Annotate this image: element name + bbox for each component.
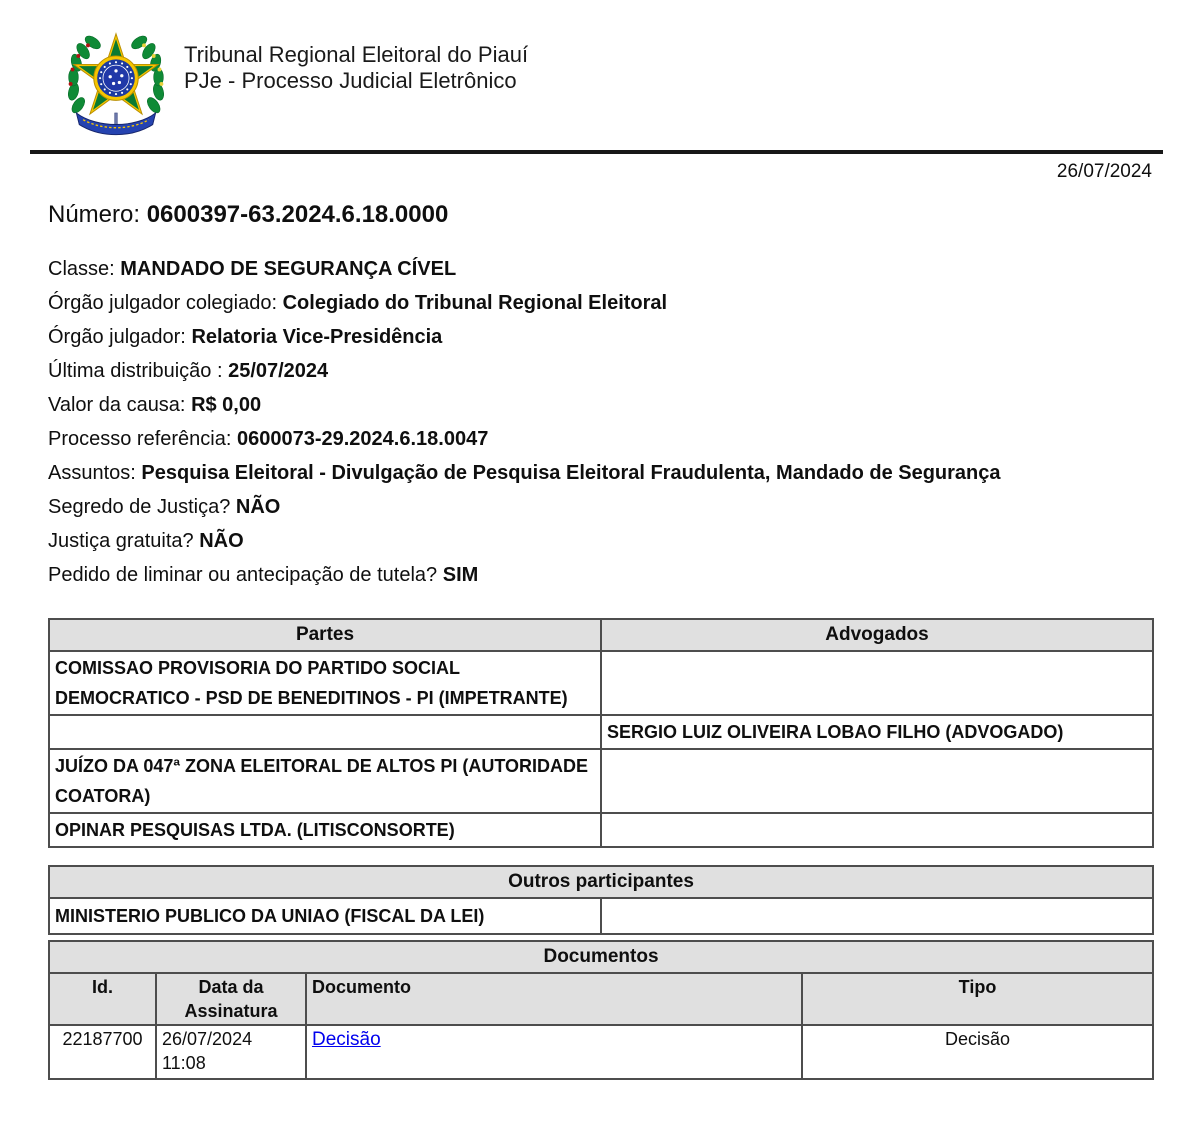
field-justica-gratuita: Justiça gratuita? NÃO <box>48 530 244 552</box>
system-title: PJe - Processo Judicial Eletrônico <box>184 68 517 93</box>
field-orgao-colegiado: Órgão julgador colegiado: Colegiado do Tribunal Regional Eleitoral <box>48 292 668 314</box>
documentos-table <box>48 940 1154 1080</box>
partes-column-header: Partes <box>49 619 601 651</box>
documento-row <box>49 1025 1153 1079</box>
header-divider <box>30 150 1163 154</box>
empty-cell <box>601 898 1153 934</box>
documento-link-cell <box>306 1025 802 1079</box>
coat-of-arms-logo <box>58 26 174 140</box>
documento-column-header: Documento <box>306 973 802 1025</box>
partes-table <box>48 618 1154 848</box>
documentos-title: Documentos <box>49 941 1153 973</box>
field-assuntos: Assuntos: Pesquisa Eleitoral - Divulgação de Pesquisa Eleitoral Fraudulenta, Mandado de Segurança <box>48 462 1001 484</box>
table-row <box>49 813 1153 847</box>
advogado-cell: SERGIO LUIZ OLIVEIRA LOBAO FILHO (ADVOGADO) <box>601 715 1153 749</box>
table-row <box>49 651 1153 715</box>
field-processo-referencia: Processo referência: 0600073-29.2024.6.18.0047 <box>48 428 489 450</box>
field-valor-causa: Valor da causa: R$ 0,00 <box>48 394 262 416</box>
table-row <box>49 715 1153 749</box>
participante-cell: MINISTERIO PUBLICO DA UNIAO (FISCAL DA LEI) <box>49 898 601 934</box>
field-classe: Classe: MANDADO DE SEGURANÇA CÍVEL <box>48 258 457 280</box>
outros-participantes-title: Outros participantes <box>49 866 1153 898</box>
process-fields <box>0 252 1200 592</box>
parte-cell: OPINAR PESQUISAS LTDA. (LITISCONSORTE) <box>49 813 601 847</box>
partes-header-row <box>49 619 1153 651</box>
documento-link[interactable]: Decisão <box>312 1029 381 1050</box>
field-ultima-distribuicao: Última distribuição : 25/07/2024 <box>48 360 329 382</box>
documento-data-cell: 26/07/2024 11:08 <box>156 1025 306 1079</box>
outros-header-row <box>49 866 1153 898</box>
data-assinatura-column-header: Data da Assinatura <box>156 973 306 1025</box>
page-header <box>0 0 1200 140</box>
documento-id-cell: 22187700 <box>49 1025 156 1079</box>
documentos-title-row <box>49 941 1153 973</box>
empty-cell <box>601 813 1153 847</box>
parte-cell: COMISSAO PROVISORIA DO PARTIDO SOCIAL DEMOCRATICO - PSD DE BENEDITINOS - PI (IMPETRANTE) <box>49 651 601 715</box>
outros-participantes-table <box>48 865 1154 935</box>
field-orgao-julgador: Órgão julgador: Relatoria Vice-Presidência <box>48 326 443 348</box>
advogados-column-header: Advogados <box>601 619 1153 651</box>
org-title: Tribunal Regional Eleitoral do Piauí <box>184 42 529 67</box>
documento-tipo-cell: Decisão <box>802 1025 1153 1079</box>
empty-cell <box>601 749 1153 813</box>
empty-cell <box>49 715 601 749</box>
documentos-header-row <box>49 973 1153 1025</box>
document-date: 26/07/2024 <box>1056 161 1152 182</box>
id-column-header: Id. <box>49 973 156 1025</box>
process-number-line <box>0 200 1200 230</box>
tipo-column-header: Tipo <box>802 973 1153 1025</box>
process-number-value: 0600397-63.2024.6.18.0000 <box>146 201 449 228</box>
field-pedido-liminar: Pedido de liminar ou antecipação de tutela? SIM <box>48 564 479 586</box>
table-row <box>49 749 1153 813</box>
table-row <box>49 898 1153 934</box>
parte-cell: JUÍZO DA 047ª ZONA ELEITORAL DE ALTOS PI (AUTORIDADE COATORA) <box>49 749 601 813</box>
process-number-label: Número: <box>48 201 141 228</box>
empty-cell <box>601 651 1153 715</box>
field-segredo-justica: Segredo de Justiça? NÃO <box>48 496 281 518</box>
